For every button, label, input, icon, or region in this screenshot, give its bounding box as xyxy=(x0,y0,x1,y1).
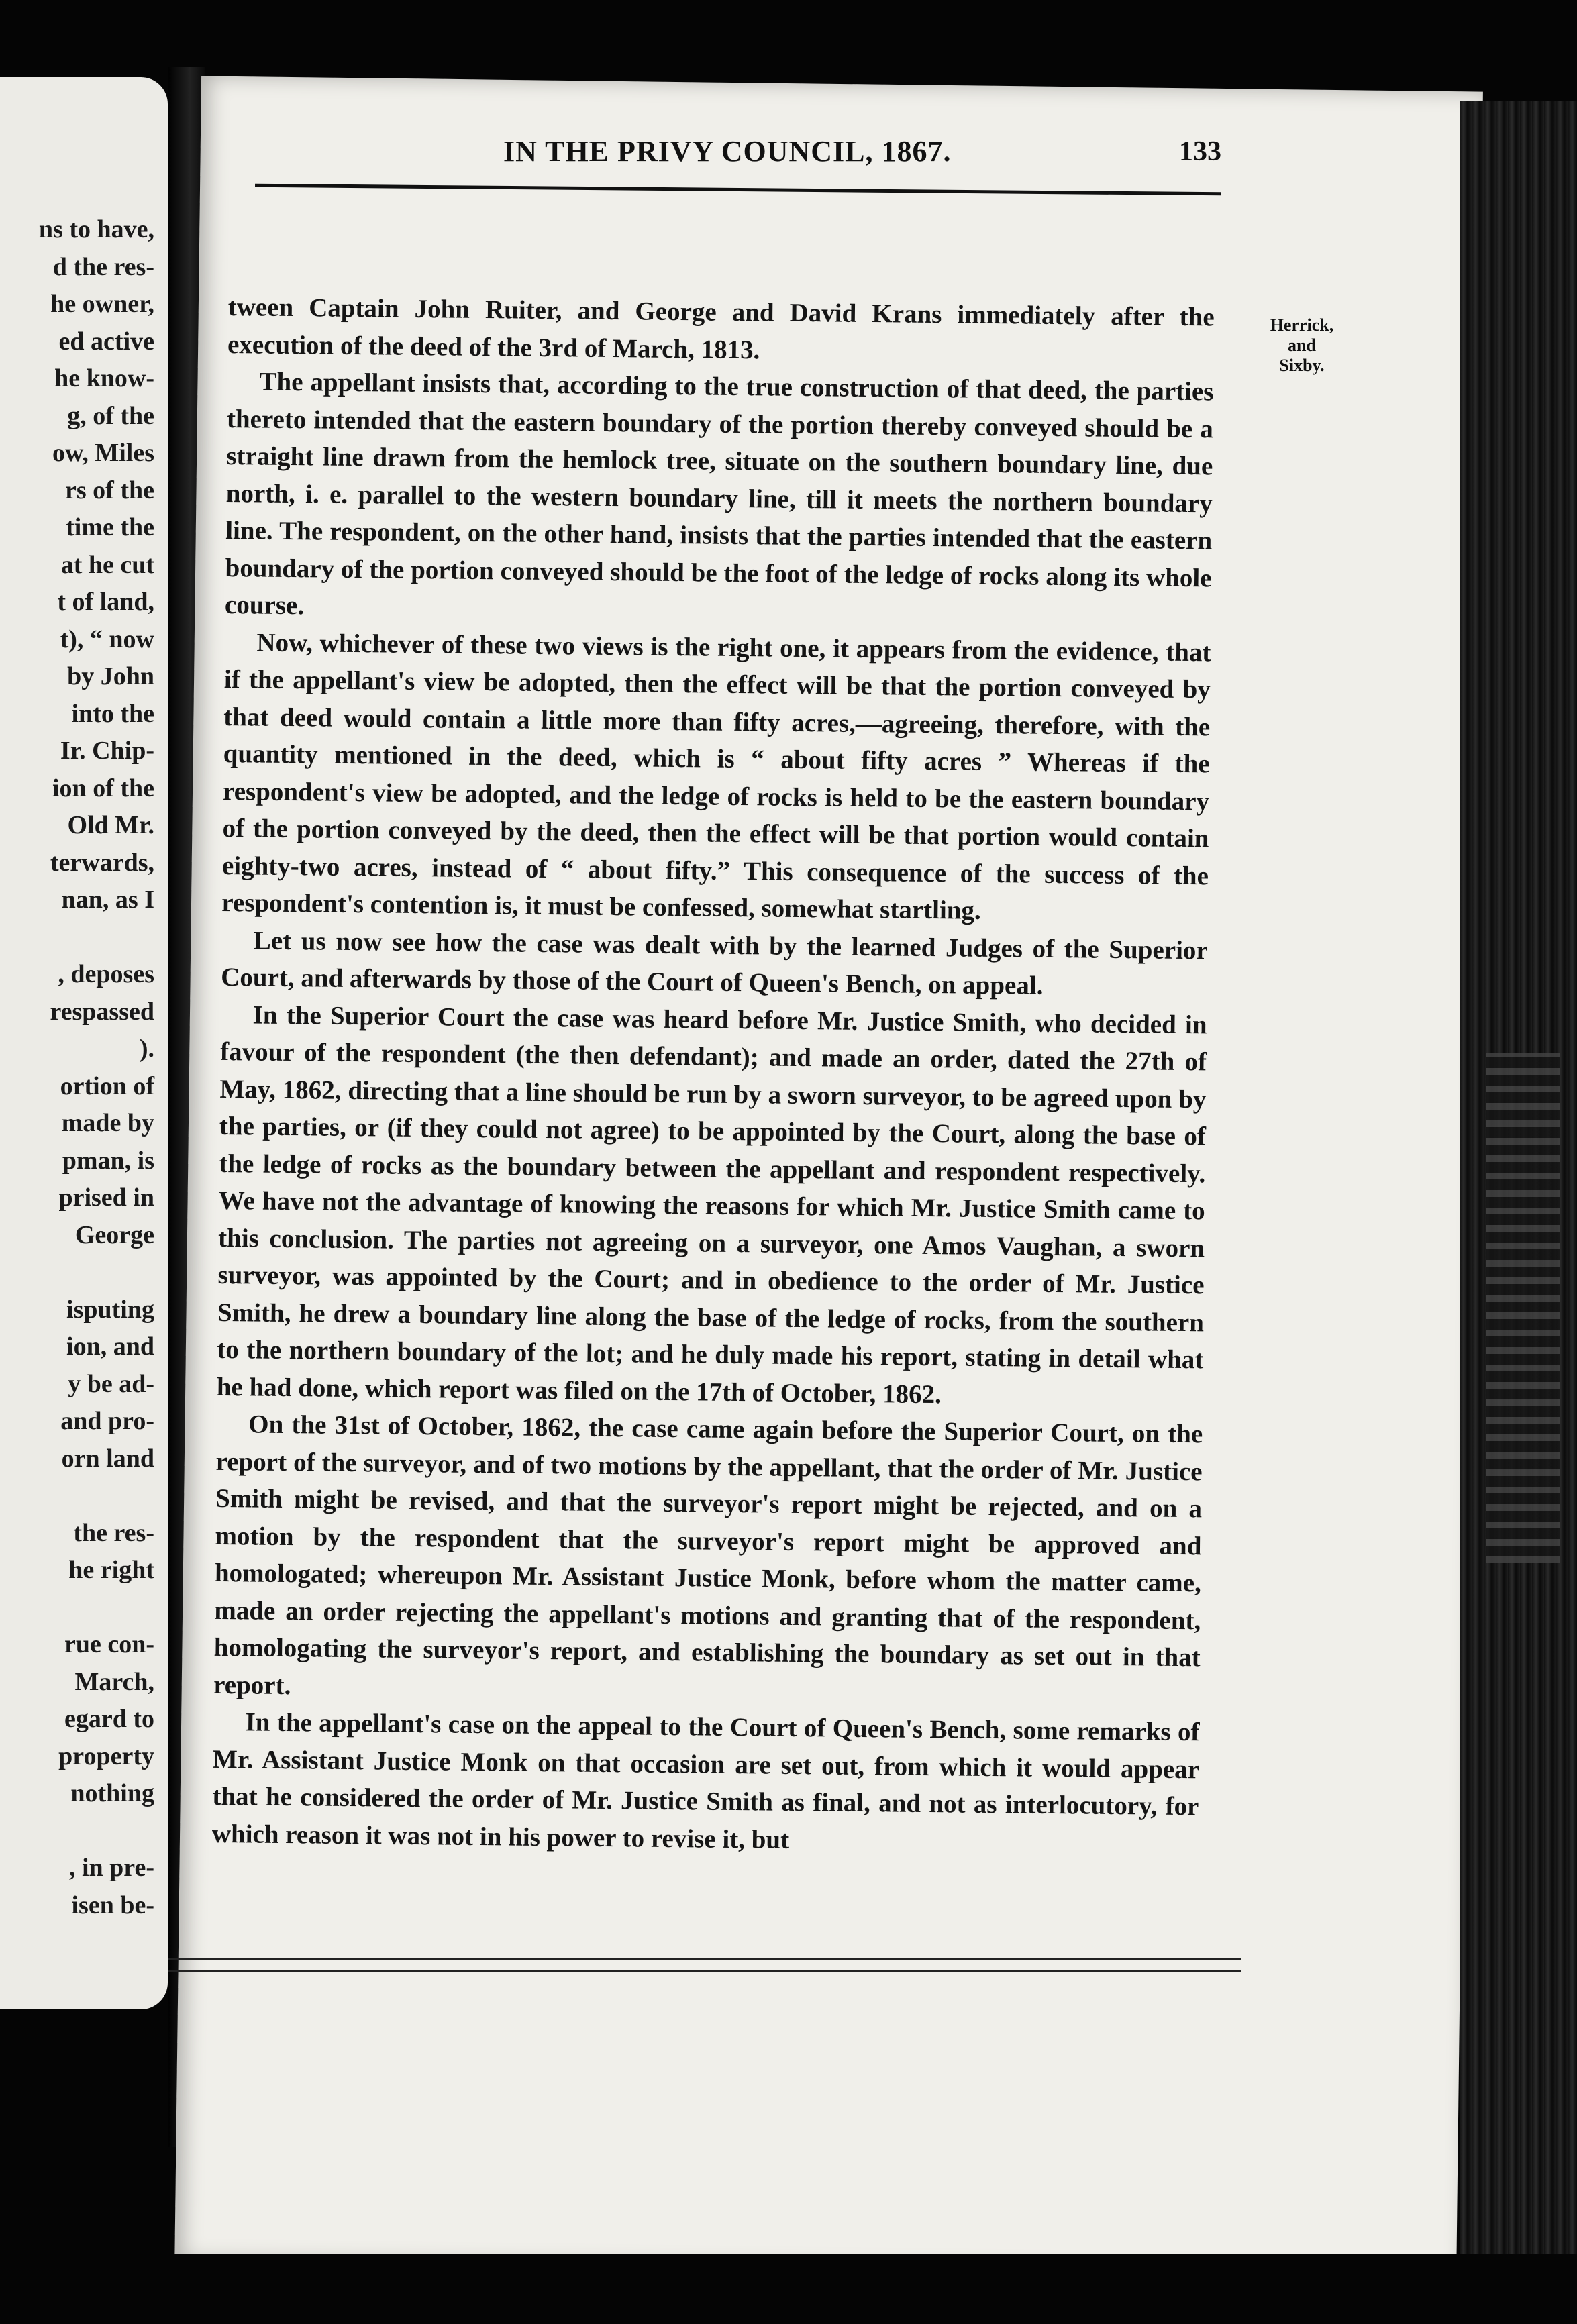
facing-page-line: March, xyxy=(74,1667,154,1696)
facing-page-line: he know- xyxy=(54,364,154,392)
facing-page-line: Ir. Chip- xyxy=(60,737,154,765)
margin-case-note xyxy=(1255,315,1349,376)
facing-page-line: pman, is xyxy=(62,1146,154,1175)
bottom-rule xyxy=(168,1970,1241,1972)
facing-page-line: at he cut xyxy=(60,550,154,579)
facing-page-line: nan, as I xyxy=(61,886,154,914)
facing-page-line: t), “ now xyxy=(60,625,154,653)
facing-page-line: isen be- xyxy=(71,1891,154,1919)
bottom-rule xyxy=(168,1958,1241,1960)
facing-page-line: the res- xyxy=(73,1518,154,1547)
facing-page-line: t of land, xyxy=(57,588,154,616)
facing-page-line: rue con- xyxy=(64,1630,154,1658)
margin-note-line: and xyxy=(1288,335,1316,355)
facing-page-line: , in pre- xyxy=(68,1854,154,1882)
facing-page-line: and pro- xyxy=(60,1407,154,1435)
facing-page-line: ed active xyxy=(58,327,154,356)
facing-page-line: respassed xyxy=(50,997,154,1026)
paragraph: Now, whichever of these two views is the right one, it appears from the evidence, that if the appellant's view be adopted, then the effect will be that the portion conveyed by that deed would contain a little more than fifty acres,—agreeing, therefore, with the quantity mentioned in the deed, which is “ about fifty acres ” Whereas if the respondent's view be adopted, and the ledge of rocks is held to be the eastern boundary of the portion conveyed by the deed, then the effect will be that portion would contain eighty-two acres, instead of “ about fifty.” This consequence of the success of the respondent's contention is, it must be confessed, somewhat startling. xyxy=(221,627,1211,925)
facing-page-line: egard to xyxy=(64,1705,154,1733)
paragraph: In the Superior Court the case was heard before Mr. Justice Smith, who decided in favour of the respondent (the then defendant); and made an order, dated the 27th of May, 1862, directing that a line should be run by a sworn surveyor, to be agreed upon by the parties, or (if they could not agree) to be appointed by the Court, along the base of the ledge of rocks as the boundary between the appellant and respondent respectively. We have not the advantage of knowing the reasons for which Mr. Justice Smith came to this conclusion. The parties not agreeing on a surveyor, one Amos Vaughan, a sworn surveyor, was appointed by the Court; and in obedience to the order of Mr. Justice Smith, he drew a boundary line along the base of the ledge of rocks, from the southern to the northern boundary of the lot; and he duly made his report, stating in detail what he had done, which report was filed on the 17th of October, 1862. xyxy=(216,1000,1207,1409)
facing-page-line: rs of the xyxy=(65,476,154,505)
running-header xyxy=(282,127,1221,181)
facing-page-line: George xyxy=(74,1220,154,1249)
facing-page-line: into the xyxy=(71,699,154,728)
facing-page-line: , deposes xyxy=(58,960,154,988)
facing-page-line: made by xyxy=(61,1109,154,1137)
facing-page-line: prised in xyxy=(58,1183,154,1212)
page-number: 133 xyxy=(1179,136,1221,167)
margin-note-line: Herrick, xyxy=(1270,315,1334,335)
facing-page-fragment xyxy=(0,77,168,2009)
facing-page-line: nothing xyxy=(70,1779,154,1807)
body-text xyxy=(212,288,1215,1862)
scan-top-border xyxy=(0,0,1577,74)
facing-page-line: by John xyxy=(67,662,154,690)
facing-page-line: ns to have, xyxy=(38,215,154,244)
facing-page-line: y be ad- xyxy=(68,1369,154,1398)
facing-page-line: isputing xyxy=(66,1295,154,1324)
page-stack-edge xyxy=(1460,101,1577,2268)
facing-page-line: he right xyxy=(68,1556,154,1584)
facing-page-line: ow, Miles xyxy=(52,439,154,467)
facing-page-line: property xyxy=(58,1742,154,1771)
facing-page-line: time the xyxy=(66,513,154,541)
facing-page-line: ion of the xyxy=(52,774,154,802)
paragraph: Let us now see how the case was dealt with by the learned Judges of the Superior Court, and afterwards by those of the Court of Queen's Bench, on appeal. xyxy=(221,925,1208,1000)
paragraph: The appellant insists that, according to the true construction of that deed, the parties thereto intended that the eastern boundary of the portion thereby conveyed should be a straight line drawn from the hemlock tree, situate on the southern boundary line, due north, i. e. parallel to the western boundary line, till it meets the northern boundary line. The respondent, on the other hand, insists that the parties intended that the eastern boundary of the portion conveyed should be the foot of the ledge of rocks along its whole course. xyxy=(224,367,1214,621)
facing-page-line: ion, and xyxy=(66,1332,154,1361)
running-title: IN THE PRIVY COUNCIL, 1867. xyxy=(503,135,952,168)
facing-page-line: he owner, xyxy=(50,290,154,318)
facing-page-line: d the res- xyxy=(52,252,154,281)
facing-page-line: ). xyxy=(139,1035,154,1063)
facing-page-line: g, of the xyxy=(67,401,154,430)
facing-page-line: terwards, xyxy=(50,848,154,877)
facing-page-line: orn land xyxy=(61,1444,154,1473)
facing-page-line: ortion of xyxy=(60,1071,154,1100)
paragraph: On the 31st of October, 1862, the case came again before the Superior Court, on the report of the surveyor, and of two motions by the appellant, that the order of Mr. Justice Smith might be revised, and that the surveyor's report might be rejected, and on a motion by the respondent that the surveyor's report might be approved and homologated; whereupon Mr. Assistant Justice Monk, before whom the matter came, made an order rejecting the appellant's motions and granting that of the respondent, homologating the surveyor's report, and establishing the boundary as set out in that report. xyxy=(213,1410,1203,1700)
facing-page-line: Old Mr. xyxy=(67,811,154,839)
scan-bottom-border xyxy=(0,2254,1577,2324)
margin-note-line: Sixby. xyxy=(1279,356,1325,375)
paragraph: In the appellant's case on the appeal to the Court of Queen's Bench, some remarks of Mr. Assistant Justice Monk on that occasion are set out, from which it would appear that he considered the order of Mr. Justice Smith as final, and not as interlocutory, for which reason it was not in his power to revise it, but xyxy=(211,1707,1200,1854)
paragraph: tween Captain John Ruiter, and George and David Krans immediately after the execution of the deed of the 3rd of March, 1813. xyxy=(227,292,1215,364)
